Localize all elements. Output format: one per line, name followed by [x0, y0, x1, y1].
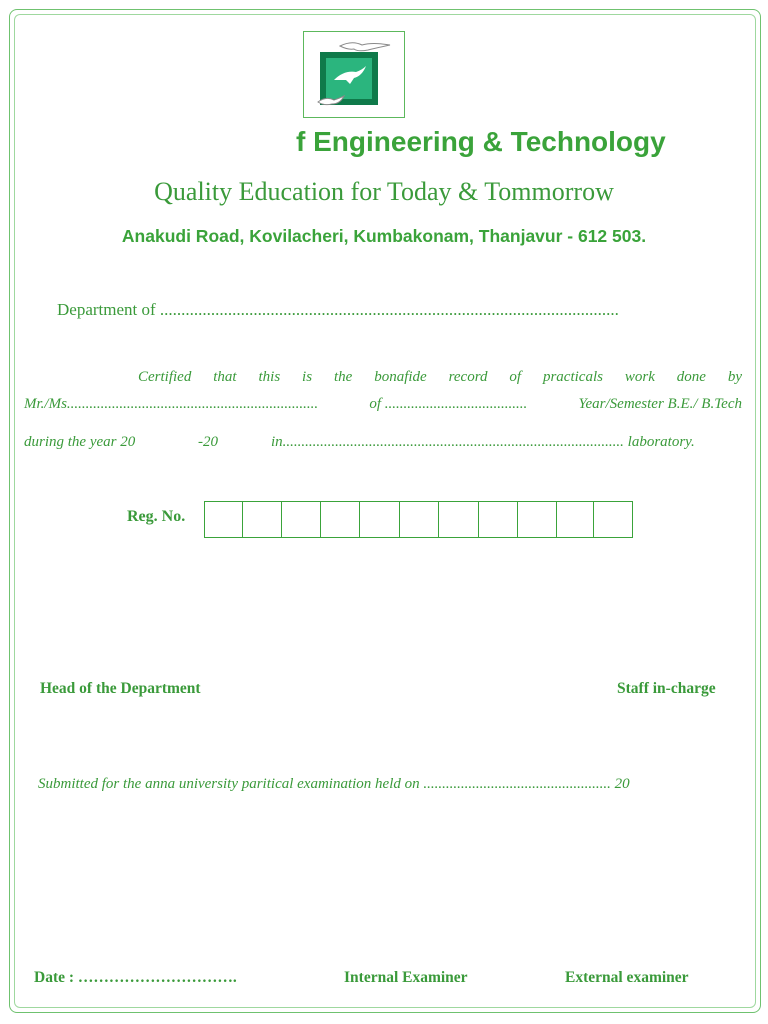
external-examiner-label: External examiner — [565, 969, 689, 986]
reg-no-box[interactable] — [439, 502, 479, 537]
certificate-line-2 — [24, 396, 742, 413]
college-address: Anakudi Road, Kovilacheri, Kumbakonam, Thanjavur - 612 503. — [121, 226, 647, 246]
college-motto: Quality Education for Today & Tommorrow — [154, 177, 614, 206]
reg-no-box[interactable] — [557, 502, 594, 537]
submission-line: Submitted for the anna university paritical examination held on .................................................. 20 — [38, 776, 630, 792]
reg-no-box[interactable] — [594, 502, 632, 537]
bird-logo-icon — [304, 32, 404, 117]
reg-no-label: Reg. No. — [127, 508, 186, 525]
department-line: Department of ............................................................................................................ — [57, 300, 619, 319]
certificate-line-1: Certified that this is the bonafide record of practicals work done by — [138, 369, 742, 385]
reg-no-box[interactable] — [205, 502, 243, 537]
staff-signature-label: Staff in-charge — [617, 680, 716, 697]
college-logo — [303, 31, 405, 118]
reg-no-box[interactable] — [360, 502, 400, 537]
institution-name: f Engineering & Technology — [296, 126, 666, 157]
student-of-field: of ...................................... — [369, 396, 528, 412]
student-name-field: Mr./Ms................................................................... — [24, 396, 319, 412]
reg-no-box[interactable] — [282, 502, 321, 537]
internal-examiner-label: Internal Examiner — [344, 969, 468, 986]
during-year-text: during the year 20 — [24, 434, 136, 450]
reg-no-box[interactable] — [321, 502, 360, 537]
hod-signature-label: Head of the Department — [40, 680, 201, 697]
laboratory-field: in........................................................................................... laboratory. — [271, 434, 695, 450]
reg-no-box[interactable] — [479, 502, 518, 537]
reg-no-box[interactable] — [518, 502, 557, 537]
year-semester-text: Year/Semester B.E./ B.Tech — [578, 396, 742, 412]
date-field: Date : …………………………. — [34, 969, 237, 986]
year-to-text: -20 — [198, 434, 218, 450]
reg-no-box[interactable] — [400, 502, 439, 537]
reg-no-boxes — [204, 501, 633, 538]
reg-no-box[interactable] — [243, 502, 282, 537]
